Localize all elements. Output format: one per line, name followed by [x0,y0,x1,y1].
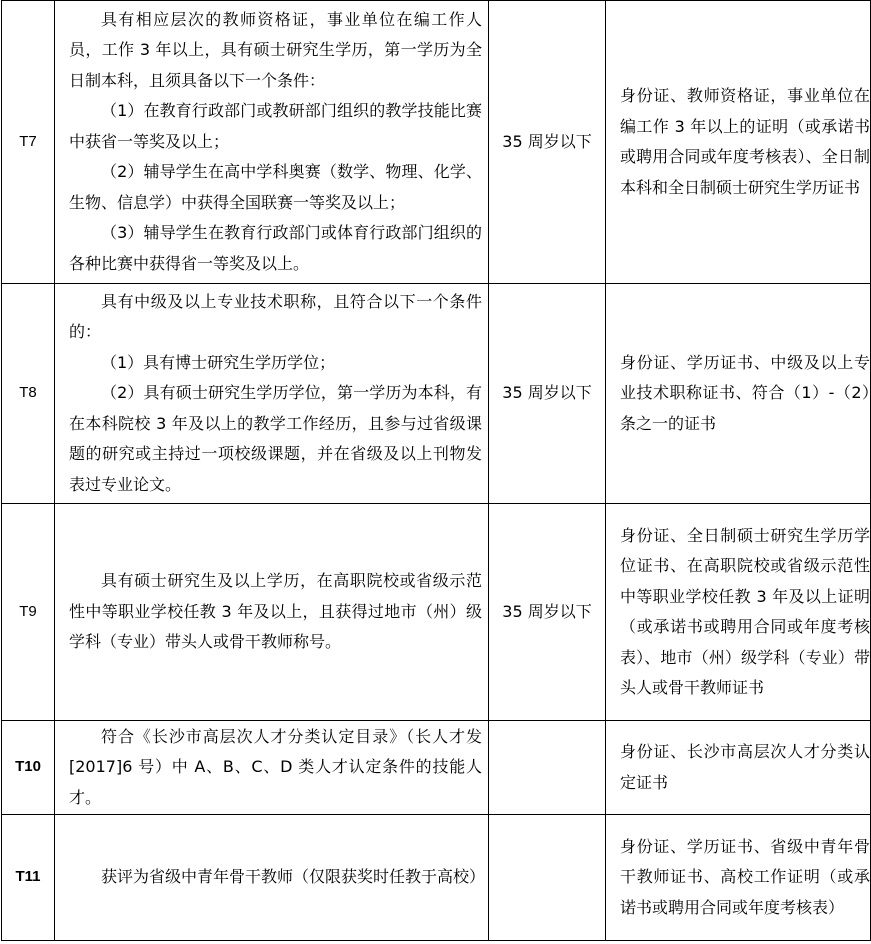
condition-paragraph: 具有硕士研究生及以上学历，在高职院校或省级示范性中等职业学校任教 3 年及以上，且获得过地市（州）级学科（专业）带头人或骨干教师称号。 [69,571,482,652]
required-documents: 身份证、教师资格证，事业单位在编工作 3 年以上的证明（或承诺书或聘用合同或年度考核表）、全日制本科和全日制硕士研究生学历证书 [606,1,871,284]
position-code: T8 [2,284,55,504]
condition-paragraph: 具有相应层次的教师资格证，事业单位在编工作人员，工作 3 年以上，具有硕士研究生学历，第一学历为全日制本科，且须具备以下一个条件： [69,9,482,90]
condition-paragraph: （3）辅导学生在教育行政部门或体育行政部门组织的各种比赛中获得省一等奖及以上。 [69,223,482,273]
conditions-cell [55,815,489,941]
conditions-cell [55,504,489,721]
position-code: T11 [2,815,55,941]
condition-paragraph: （2）具有硕士研究生学历学位，第一学历为本科，有在本科院校 3 年及以上的教学工作经历，且参与过省级课题的研究或主持过一项校级课题，并在省级及以上刊物发表过专业论文。 [69,383,482,494]
requirements-table [1,0,871,941]
required-documents-text: 身份证、长沙市高层次人才分类认定证书 [620,742,870,792]
age-limit [489,815,606,941]
condition-paragraph: 具有中级及以上专业技术职称，且符合以下一个条件的： [69,291,482,342]
age-limit [489,721,606,815]
position-code: T9 [2,504,55,721]
age-limit: 35 周岁以下 [489,1,606,284]
required-documents: 身份证、全日制硕士研究生学历学位证书、在高职院校或省级示范性中等职业学校任教 3 年及以上证明（或承诺书或聘用合同或年度考核表）、地市（州）级学科（专业）带头人或骨干教师证书 [606,504,871,721]
required-documents: 身份证、学历证书、中级及以上专业技术职称证书、符合（1）-（2）条之一的证书 [606,284,871,504]
position-code: T7 [2,1,55,284]
table-row-t10 [2,721,871,815]
table-row-t9 [2,504,871,721]
condition-paragraph: （2）辅导学生在高中学科奥赛（数学、物理、化学、生物、信息学）中获得全国联赛一等奖及以上； [69,162,482,212]
condition-paragraph: 符合《长沙市高层次人才分类认定目录》（长人才发[2017]6 号）中 A、B、C、D 类人才认定条件的技能人才。 [69,726,482,807]
table-row-t11 [2,815,871,941]
conditions-cell [55,721,489,815]
condition-paragraph: （1）具有博士研究生学历学位； [101,352,336,372]
table-row-t8 [2,284,871,504]
condition-paragraph: 获评为省级中青年骨干教师（仅限获奖时任教于高校） [101,867,486,887]
required-documents: 身份证、学历证书、省级中青年骨干教师证书、高校工作证明（或承诺书或聘用合同或年度考核表） [606,815,871,941]
age-limit: 35 周岁以下 [489,284,606,504]
age-limit: 35 周岁以下 [489,504,606,721]
position-code: T10 [2,721,55,815]
condition-paragraph: （1）在教育行政部门或教研部门组织的教学技能比赛中获省一等奖及以上； [69,101,482,151]
required-documents [606,721,871,815]
conditions-cell [55,1,489,284]
conditions-cell [55,284,489,504]
table-row-t7 [2,1,871,284]
